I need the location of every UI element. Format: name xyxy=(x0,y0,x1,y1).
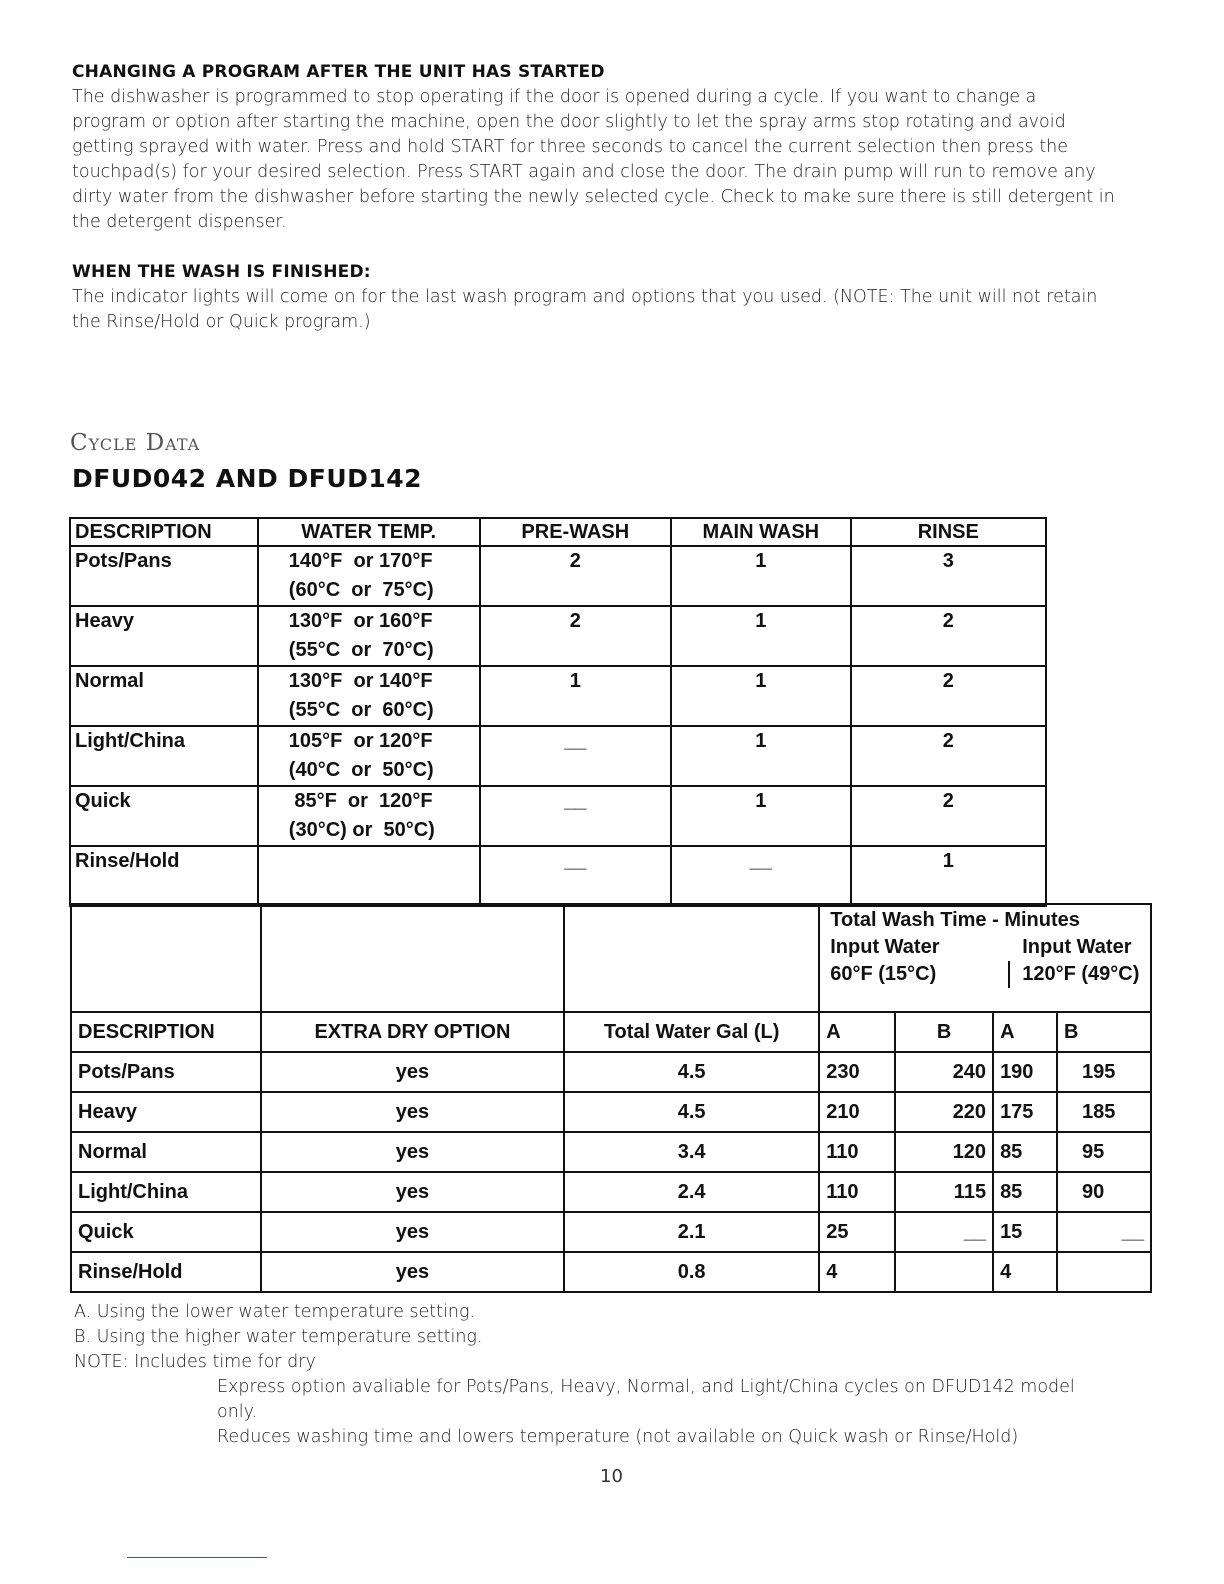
cell-b-high xyxy=(1057,1252,1151,1292)
paragraph-line: The dishwasher is programmed to stop operating if the door is opened during a cycle. If you want to change a xyxy=(72,87,1037,107)
cell-b-low: 120 xyxy=(895,1132,993,1172)
table-row xyxy=(70,726,1046,756)
input-water-temp: 120°F (49°C) xyxy=(1022,963,1140,985)
header-water-temp: WATER TEMP. xyxy=(258,518,480,546)
footnote-note: NOTE: Includes time for dry xyxy=(74,1352,316,1372)
cell-description: Quick xyxy=(71,1212,261,1252)
header-main-wash: MAIN WASH xyxy=(671,518,850,546)
paragraph-line: the detergent dispenser. xyxy=(72,212,287,232)
section-paragraph-wash-finished xyxy=(72,285,1097,335)
cell-rinse: 2 xyxy=(851,726,1046,756)
cell-extra-dry: yes xyxy=(261,1172,564,1212)
cell-description: Heavy xyxy=(71,1092,261,1132)
paragraph-line: program or option after starting the machine, open the door slightly to let the spray arms stop rotating and avoid xyxy=(72,112,1066,132)
table-row xyxy=(71,1212,1151,1252)
cell-description: Quick xyxy=(75,790,131,812)
header-description: DESCRIPTION xyxy=(70,518,258,546)
cycle-data-label: Cycle Data xyxy=(70,430,201,456)
cell-mainwash: 1 xyxy=(671,726,850,756)
cell-description: Rinse/Hold xyxy=(71,1252,261,1292)
cell-a-high: 190 xyxy=(993,1052,1057,1092)
cell-b-low: 115 xyxy=(895,1172,993,1212)
cell-temp-f: 105°F or 120°F xyxy=(258,726,480,756)
header-a-low: A xyxy=(819,1012,895,1052)
cell-temp-c: (55°C or 70°C) xyxy=(258,636,480,666)
wash-time-header-row xyxy=(71,1012,1151,1052)
cell-rinse: 2 xyxy=(851,786,1046,816)
cell-mainwash: 1 xyxy=(671,606,850,636)
table-row xyxy=(70,636,1046,666)
paragraph-line: The indicator lights will come on for the last wash program and options that you used. (NOTE: The unit will not retain xyxy=(72,287,1098,307)
cell-a-low: 230 xyxy=(819,1052,895,1092)
cell-a-low: 110 xyxy=(819,1172,895,1212)
cell-a-low: 110 xyxy=(819,1132,895,1172)
table-row xyxy=(71,1252,1151,1292)
cell-temp-f: 140°F or 170°F xyxy=(258,546,480,576)
cell-description: Normal xyxy=(71,1132,261,1172)
cell-mainwash: 1 xyxy=(671,666,850,696)
cell-rinse: 2 xyxy=(851,666,1046,696)
cell-temp-f: 85°F or 120°F xyxy=(258,786,480,816)
cell-extra-dry: yes xyxy=(261,1052,564,1092)
footnote-a: A. Using the lower water temperature setting. xyxy=(74,1302,476,1322)
cell-extra-dry: yes xyxy=(261,1212,564,1252)
cell-a-low: 4 xyxy=(819,1252,895,1292)
cell-temp-c: (60°C or 75°C) xyxy=(258,576,480,606)
cell-a-high: 85 xyxy=(993,1132,1057,1172)
header-a-high: A xyxy=(993,1012,1057,1052)
cell-b-low: 220 xyxy=(895,1092,993,1132)
header-pre-wash: PRE-WASH xyxy=(480,518,671,546)
paragraph-line: getting sprayed with water. Press and hold START for three seconds to cancel the current selection then press the xyxy=(72,137,1069,157)
cell-a-high: 85 xyxy=(993,1172,1057,1212)
cell-prewash: 2 xyxy=(480,606,671,636)
table-row xyxy=(70,696,1046,726)
header-description: DESCRIPTION xyxy=(71,1012,261,1052)
paragraph-line: touchpad(s) for your desired selection. Press START again and close the door. The drain pump will run to remove any xyxy=(72,162,1096,182)
header-b-low: B xyxy=(895,1012,993,1052)
cell-b-low: 240 xyxy=(895,1052,993,1092)
cell-mainwash: 1 xyxy=(671,786,850,816)
table-row xyxy=(70,876,1046,906)
total-wash-time-cell xyxy=(819,904,1151,1012)
page-number: 10 xyxy=(600,1466,623,1487)
cell-rinse: 3 xyxy=(851,546,1046,576)
cell-a-low: 25 xyxy=(819,1212,895,1252)
input-water-label: Input Water xyxy=(830,936,940,958)
cell-description: Rinse/Hold xyxy=(75,850,180,872)
cell-total-water: 2.4 xyxy=(564,1172,819,1212)
cell-b-low xyxy=(895,1252,993,1292)
paragraph-line: the Rinse/Hold or Quick program.) xyxy=(72,312,371,332)
cell-b-high: 185 xyxy=(1057,1092,1151,1132)
input-water-temp: 60°F (15°C) xyxy=(830,963,937,985)
cell-rinse: 2 xyxy=(851,606,1046,636)
cell-temp-f xyxy=(258,846,480,876)
cell-b-high: 195 xyxy=(1057,1052,1151,1092)
cell-total-water: 4.5 xyxy=(564,1092,819,1132)
cell-b-high: 95 xyxy=(1057,1132,1151,1172)
section-heading-changing-program: CHANGING A PROGRAM AFTER THE UNIT HAS STARTED xyxy=(72,62,605,82)
cell-description: Pots/Pans xyxy=(71,1052,261,1092)
cell-prewash: __ xyxy=(480,786,671,816)
input-water-label: Input Water xyxy=(1022,936,1132,958)
cell-extra-dry: yes xyxy=(261,1252,564,1292)
cell-prewash: __ xyxy=(480,846,671,876)
input-water-group-1 xyxy=(830,934,1008,988)
cell-extra-dry: yes xyxy=(261,1092,564,1132)
cell-rinse: 1 xyxy=(851,846,1046,876)
table-row xyxy=(70,606,1046,636)
cell-temp-c: (30°C) or 50°C) xyxy=(258,816,480,846)
table-row xyxy=(71,1052,1151,1092)
header-extra-dry: EXTRA DRY OPTION xyxy=(261,1012,564,1052)
cell-temp-c: (55°C or 60°C) xyxy=(258,696,480,726)
table-row xyxy=(70,816,1046,846)
reduces-note: Reduces washing time and lowers temperature (not available on Quick wash or Rinse/Hold) xyxy=(217,1427,1019,1447)
cell-prewash: __ xyxy=(480,726,671,756)
input-water-group-2 xyxy=(1008,936,1140,988)
cell-total-water: 3.4 xyxy=(564,1132,819,1172)
cell-prewash: 1 xyxy=(480,666,671,696)
link-underline xyxy=(127,1557,267,1558)
cell-a-low: 210 xyxy=(819,1092,895,1132)
cycle-table-header-row xyxy=(70,518,1046,546)
cell-temp-c: (40°C or 50°C) xyxy=(258,756,480,786)
table-row xyxy=(71,1092,1151,1132)
cell-description: Normal xyxy=(75,670,144,692)
table-row xyxy=(70,666,1046,696)
table-row xyxy=(71,1172,1151,1212)
cell-prewash: 2 xyxy=(480,546,671,576)
table-row xyxy=(70,846,1046,876)
cell-total-water: 2.1 xyxy=(564,1212,819,1252)
header-total-water: Total Water Gal (L) xyxy=(564,1012,819,1052)
cell-mainwash: __ xyxy=(671,846,850,876)
paragraph-line: dirty water from the dishwasher before starting the newly selected cycle. Check to make sure there is still detergent in xyxy=(72,187,1115,207)
section-heading-wash-finished: WHEN THE WASH IS FINISHED: xyxy=(72,262,371,282)
express-note-line: Express option avaliable for Pots/Pans, Heavy, Normal, and Light/China cycles on DFUD142 model xyxy=(217,1377,1075,1397)
cell-description: Pots/Pans xyxy=(75,550,172,572)
cell-mainwash: 1 xyxy=(671,546,850,576)
footnotes-indented xyxy=(217,1375,1075,1450)
cell-total-water: 4.5 xyxy=(564,1052,819,1092)
cell-description: Light/China xyxy=(71,1172,261,1212)
table-row xyxy=(70,756,1046,786)
cycle-table xyxy=(69,517,1047,907)
wash-time-top-row xyxy=(71,904,1151,1012)
cell-total-water: 0.8 xyxy=(564,1252,819,1292)
cell-temp-f: 130°F or 140°F xyxy=(258,666,480,696)
cell-description: Heavy xyxy=(75,610,134,632)
table-row xyxy=(70,546,1046,576)
table-row xyxy=(71,1132,1151,1172)
cell-a-high: 15 xyxy=(993,1212,1057,1252)
total-wash-time-label: Total Wash Time - Minutes xyxy=(830,909,1080,931)
table-row xyxy=(70,786,1046,816)
model-title: DFUD042 AND DFUD142 xyxy=(72,464,423,493)
cell-a-high: 4 xyxy=(993,1252,1057,1292)
cell-a-high: 175 xyxy=(993,1092,1057,1132)
cell-b-high: __ xyxy=(1057,1212,1151,1252)
footnote-b: B. Using the higher water temperature setting. xyxy=(74,1327,483,1347)
cell-extra-dry: yes xyxy=(261,1132,564,1172)
express-note-line: only. xyxy=(217,1402,258,1422)
footnotes xyxy=(74,1300,483,1375)
cell-description: Light/China xyxy=(75,730,185,752)
wash-time-table xyxy=(70,903,1152,1293)
header-rinse: RINSE xyxy=(851,518,1046,546)
section-paragraph-changing-program xyxy=(72,85,1115,235)
cell-temp-f: 130°F or 160°F xyxy=(258,606,480,636)
header-b-high: B xyxy=(1057,1012,1151,1052)
cell-b-high: 90 xyxy=(1057,1172,1151,1212)
table-row xyxy=(70,576,1046,606)
cell-b-low: __ xyxy=(895,1212,993,1252)
